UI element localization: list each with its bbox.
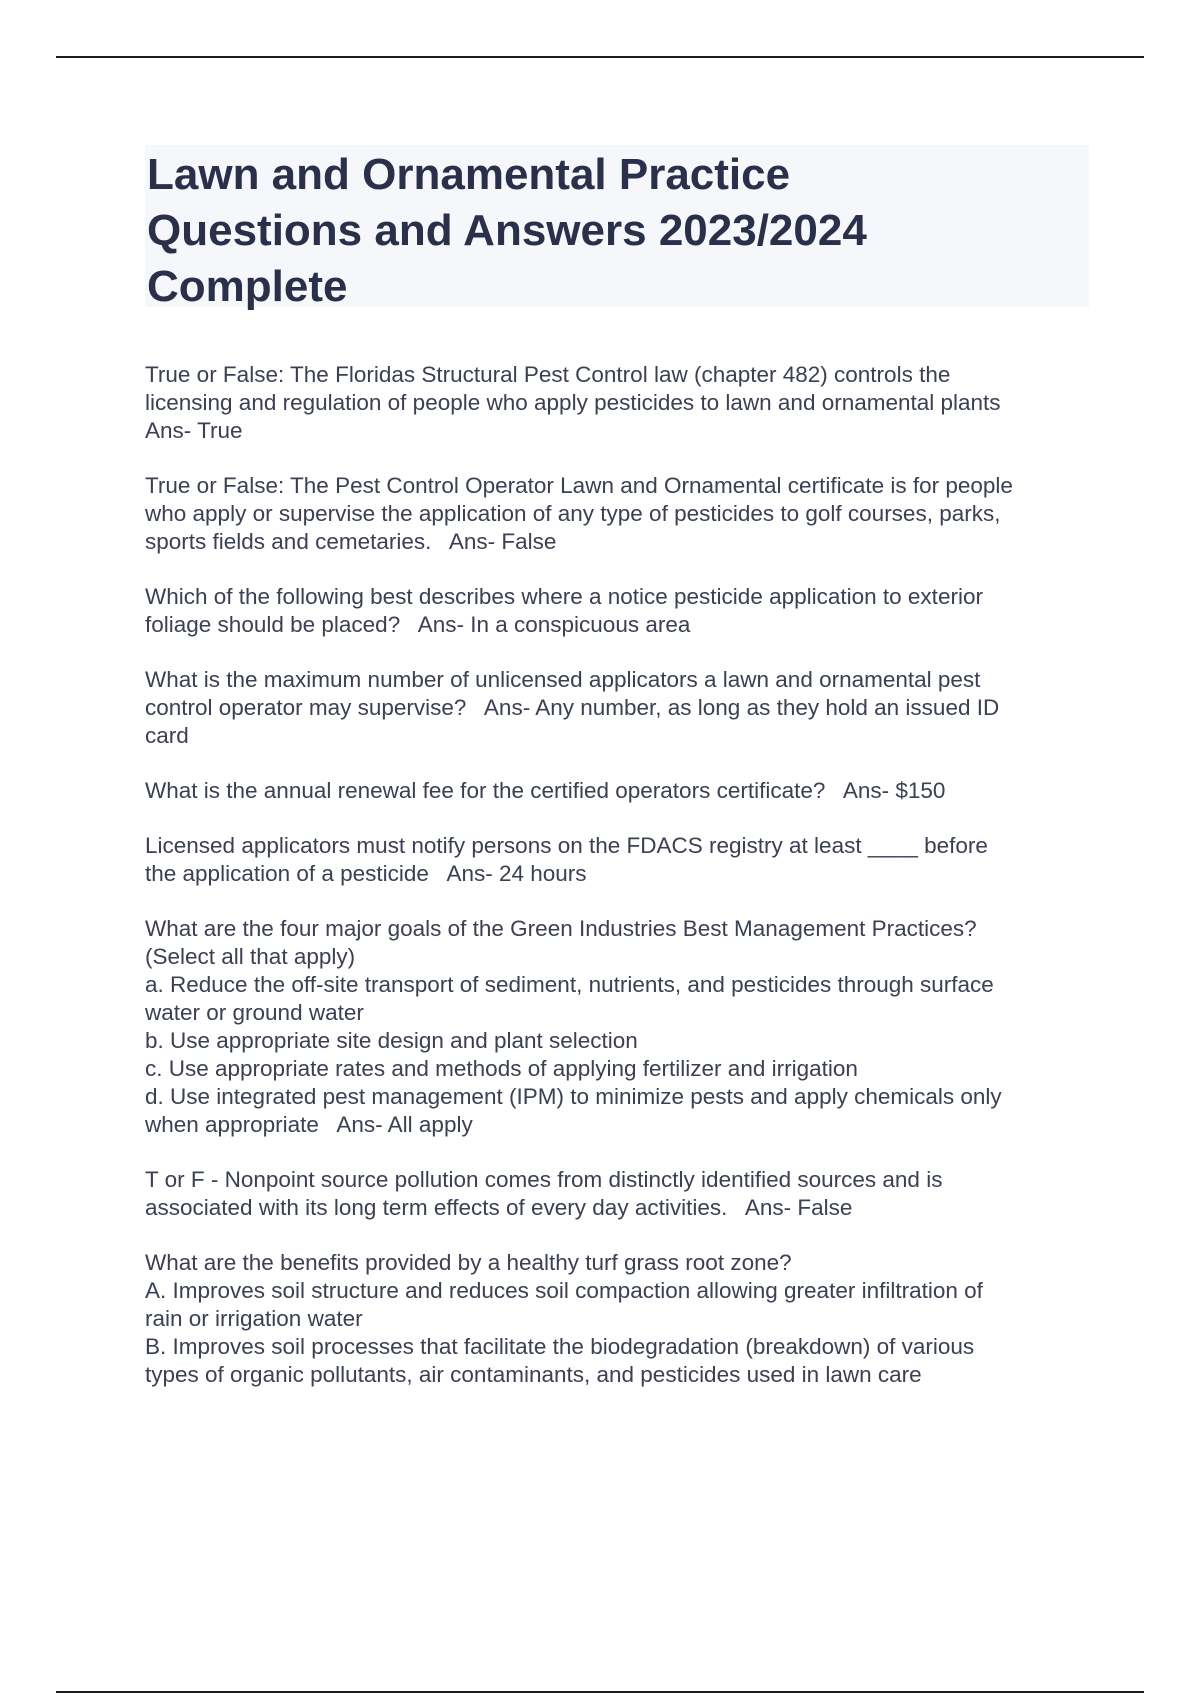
footer-rule bbox=[56, 1691, 1144, 1693]
qa-item bbox=[145, 832, 1089, 888]
qa-item bbox=[145, 666, 1089, 750]
qa-line: Ans- True bbox=[145, 418, 243, 443]
qa-line: when appropriate Ans- All apply bbox=[145, 1112, 473, 1137]
qa-line: water or ground water bbox=[145, 1000, 364, 1025]
qa-line: What are the benefits provided by a healthy turf grass root zone? bbox=[145, 1250, 792, 1275]
qa-line: (Select all that apply) bbox=[145, 944, 356, 969]
qa-line: True or False: The Floridas Structural Pest Control law (chapter 482) controls the bbox=[145, 362, 951, 387]
qa-line: b. Use appropriate site design and plant selection bbox=[145, 1028, 638, 1053]
qa-line: What are the four major goals of the Green Industries Best Management Practices? bbox=[145, 916, 977, 941]
title-line: Complete bbox=[147, 262, 348, 311]
qa-line: types of organic pollutants, air contaminants, and pesticides used in lawn care bbox=[145, 1362, 922, 1387]
qa-item bbox=[145, 1166, 1089, 1222]
qa-list bbox=[145, 361, 1089, 1389]
qa-item bbox=[145, 472, 1089, 556]
qa-line: B. Improves soil processes that facilitate the biodegradation (breakdown) of various bbox=[145, 1334, 975, 1359]
qa-line: the application of a pesticide Ans- 24 hours bbox=[145, 861, 587, 886]
qa-line: associated with its long term effects of every day activities. Ans- False bbox=[145, 1195, 853, 1220]
qa-line: foliage should be placed? Ans- In a conspicuous area bbox=[145, 612, 691, 637]
qa-item bbox=[145, 361, 1089, 445]
qa-line: What is the maximum number of unlicensed applicators a lawn and ornamental pest bbox=[145, 667, 981, 692]
qa-line: a. Reduce the off-site transport of sediment, nutrients, and pesticides through surface bbox=[145, 972, 994, 997]
qa-line: True or False: The Pest Control Operator Lawn and Ornamental certificate is for people bbox=[145, 473, 1013, 498]
title-line: Lawn and Ornamental Practice bbox=[147, 150, 791, 199]
qa-line: A. Improves soil structure and reduces soil compaction allowing greater infiltration of bbox=[145, 1278, 983, 1303]
qa-item bbox=[145, 583, 1089, 639]
qa-line: sports fields and cemetaries. Ans- False bbox=[145, 529, 557, 554]
qa-line: What is the annual renewal fee for the certified operators certificate? Ans- $150 bbox=[145, 778, 946, 803]
qa-line: who apply or supervise the application of any type of pesticides to golf courses, parks, bbox=[145, 501, 1001, 526]
qa-line: control operator may supervise? Ans- Any number, as long as they hold an issued ID bbox=[145, 695, 1000, 720]
qa-item bbox=[145, 1249, 1089, 1389]
qa-line: T or F - Nonpoint source pollution comes from distinctly identified sources and is bbox=[145, 1167, 943, 1192]
qa-item bbox=[145, 777, 1089, 805]
qa-item bbox=[145, 915, 1089, 1139]
document-title bbox=[147, 147, 1085, 315]
title-line: Questions and Answers 2023/2024 bbox=[147, 206, 867, 255]
qa-line: card bbox=[145, 723, 189, 748]
qa-line: licensing and regulation of people who apply pesticides to lawn and ornamental plants bbox=[145, 390, 1001, 415]
qa-line: Which of the following best describes where a notice pesticide application to exterior bbox=[145, 584, 983, 609]
qa-line: c. Use appropriate rates and methods of applying fertilizer and irrigation bbox=[145, 1056, 858, 1081]
qa-line: d. Use integrated pest management (IPM) to minimize pests and apply chemicals only bbox=[145, 1084, 1002, 1109]
qa-line: rain or irrigation water bbox=[145, 1306, 363, 1331]
header-rule bbox=[56, 56, 1144, 58]
document-body bbox=[145, 145, 1089, 1416]
title-block bbox=[145, 145, 1089, 311]
qa-line: Licensed applicators must notify persons on the FDACS registry at least ____ before bbox=[145, 833, 988, 858]
